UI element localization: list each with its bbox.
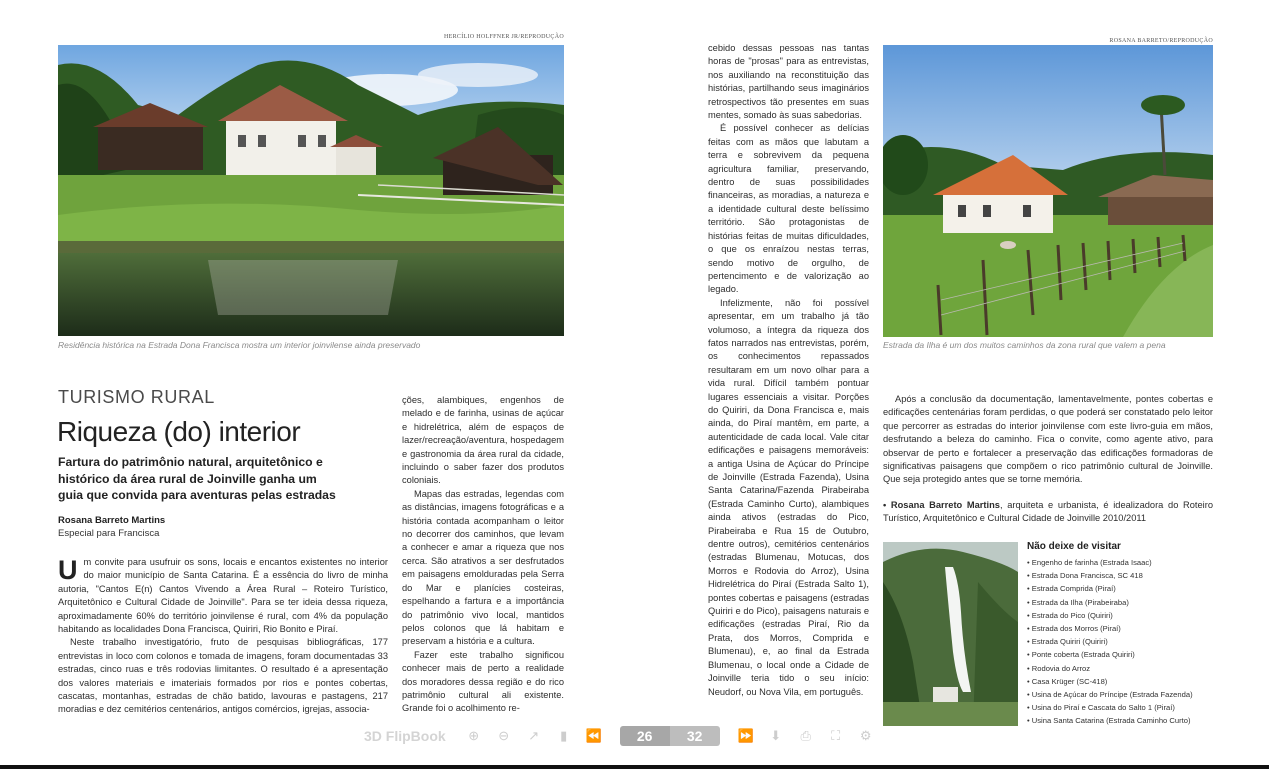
visit-list-item: • Estrada Comprida (Piraí) (1027, 582, 1222, 595)
next-page-icon[interactable]: ⏩ (737, 728, 754, 743)
page-indicator[interactable] (620, 726, 720, 746)
previous-page-icon[interactable]: ⏪ (585, 728, 602, 743)
visit-list-item: • Usina Santa Catarina (Estrada Caminho Curto) (1027, 714, 1222, 727)
bookmark-icon[interactable]: ▮ (560, 728, 568, 743)
visit-list-item: • Estrada da Ilha (Pirabeiraba) (1027, 596, 1222, 609)
total-pages[interactable]: 32 (670, 726, 720, 746)
farmhouse-photo (58, 45, 564, 336)
waterfall-photo (883, 542, 1018, 726)
brand-logo[interactable]: 3D FlipBook (364, 728, 446, 744)
zoom-in-icon[interactable]: ⊕ (468, 728, 480, 743)
fullscreen-icon[interactable]: ⛶ (831, 728, 841, 743)
current-page-left[interactable]: 26 (620, 726, 670, 746)
paragraph: Infelizmente, não foi possível apresentar, em um trabalho já tão volumoso, a íntegra da riqueza dos fatos narrados nas entrevistas, porém, os conhecimentos repassados resultaram em um novo olhar para a vida rural. Difícil também pontuar lugares essenciais a visitar. Porções do Quiriri, da Dona Francisca e, mais ainda, do Piraí mantêm, em parte, a autenticidade de cada local. Vale citar edificações e paisagens memoráveis: a antiga Usina de Açúcar do Príncipe de Joinville (Estrada Fazenda), Usina Santa Catarina/Fazenda Pirabeiraba (Estrada Caminho Curto), alambiques ainda ativos (estradas do Pico, Pirabeiraba e Rua 15 de Outubro, dentre outros), cemitérios centenários (estradas Blumenau, Motucas, dos Morros e Rodovia do Arroz), Usina Hidrelétrica do Piraí (Estrada Salto 1), pontes cobertas e paisagens (estradas Quiriri e do Pico), paisagens naturais e edificações (estradas Piraí, Rio da Prata, dos Morros, Comprida e Blumenau), e, ao final da Estrada Blumenau, o local onde a Cidade de Joinville teria tido o seu início: Neudorf, ou Nova Vila, em português. (708, 297, 869, 697)
flipbook-toolbar (352, 724, 912, 748)
fit-icon[interactable]: ↗ (528, 728, 540, 743)
visit-list-item: • Engenho de farinha (Estrada Isaac) (1027, 556, 1222, 569)
print-icon[interactable]: ⎙ (800, 728, 811, 743)
photo-credit: ROSANA BARRETO/REPRODUÇÃO (1109, 38, 1213, 44)
left-column-2 (402, 394, 564, 734)
rural-road-photo (883, 45, 1213, 337)
paragraph: cebido dessas pessoas nas tantas horas de "prosas" para as entrevistas, nos auxiliando na reconstituição das histórias, partilhando seus imaginários retrospectivos tão presentes em suas mentes, somado às suas sabedorias. (708, 43, 869, 121)
visit-box-title: Não deixe de visitar (1027, 541, 1121, 552)
section-kicker: TURISMO RURAL (58, 387, 215, 407)
download-icon[interactable]: ⬇ (770, 728, 782, 743)
visit-list-item: • Estrada Quiriri (Quiriri) (1027, 635, 1222, 648)
right-column-1 (708, 42, 869, 734)
author-bio (883, 499, 1213, 529)
visit-list-item: • Rodovia do Arroz (1027, 662, 1222, 675)
visit-list-item: • Casa Krüger (SC-418) (1027, 675, 1222, 688)
settings-icon[interactable]: ⚙ (859, 728, 872, 743)
visit-box (1027, 541, 1222, 728)
visit-list-item: • Usina de Açúcar do Príncipe (Estrada Fazenda) (1027, 688, 1222, 701)
photo-caption: Estrada da Ilha é um dos muitos caminhos da zona rural que valem a pena (883, 340, 1166, 350)
visit-list (1027, 556, 1222, 728)
dropcap: U (58, 556, 78, 585)
paragraph: Um convite para usufruir os sons, locais e encantos existentes no interior do maior município de Santa Catarina. É a essência do livro de minha autoria, "Cantos E(n) Cantos Vivendo a Área Rural – Roteiro Turístico, Arquitetônico e Cultural Cidade de Joinville". Para se ter ideia dessa riqueza, aproximadamente 60% do território joinvilense é rural, com 4% da população habitando as localidades Dona Francisca, Quiriri, Rio Bonito e Piraí. (58, 556, 388, 635)
paragraph: É possível conhecer as delícias feitas com as mãos que labutam a terra e sobrevivem da pequena agricultura familiar, preservando, dentro de suas possibilidades financeiras, as moradias, a natureza e a identidade cultural deste belíssimo território. São protagonistas de histórias feitas de muitas dificuldades, o que os enraízou nestas terras, sendo motivo de orgulho, de pertencimento e de valorização ao legado. (708, 123, 869, 295)
author-role: Especial para Francisca (58, 528, 160, 539)
visit-list-item: • Usina do Piraí e Cascata do Salto 1 (Piraí) (1027, 701, 1222, 714)
visit-list-item: • Estrada dos Morros (Piraí) (1027, 622, 1222, 635)
photo-credit: HERCÍLIO HOLFFNER JR/REPRODUÇÃO (444, 34, 564, 40)
paragraph: Fazer este trabalho significou conhecer mais de perto a realidade dos moradores dessa região e do rico patrimônio cultural ali existente. Grande foi o acolhimento re- (402, 649, 564, 714)
visit-list-item: • Estrada Dona Francisca, SC 418 (1027, 569, 1222, 582)
visit-list-item: • Ponte coberta (Estrada Quiriri) (1027, 648, 1222, 661)
zoom-out-icon[interactable]: ⊖ (498, 728, 510, 743)
author-name: Rosana Barreto Martins (58, 515, 166, 526)
right-column-2 (883, 393, 1213, 488)
paragraph: Neste trabalho investigatório, fruto de pesquisas bibliográficas, 177 entrevistas in loco com colonos e tomada de imagens, foram documentadas 33 estradas, cinco ruas e três rodovias limitantes. O resultado é a apresentação dos valores materiais e imateriais formados por rios e pontes cobertas, cascatas, montanhas, estradas de chão batido, lavouras e pastagens, 217 moradias e dez cemitérios centenários, antigos comércios, igrejas, associa- (58, 637, 388, 715)
paragraph: Após a conclusão da documentação, lamentavelmente, pontes cobertas e edificações centenárias foram perdidas, o que poderá ser constatado pelo leitor que percorrer as estradas do interior joinvilense com este livro-guia em mãos, desfrutando a beleza do caminho. Fica o convite, como agente ativo, para observar de perto e fortalecer a preservação das edificações formadoras de significativas paisagens que compõem o rico patrimônio cultural de Joinville. Que seja protegido antes que se torne memória. (883, 394, 1213, 485)
article-title: Riqueza (do) interior (57, 416, 301, 447)
paragraph: ções, alambiques, engenhos de melado e de farinha, usinas de açúcar e hidrelétrica, além de espaços de lazer/recreação/aventura, hospedagem e gastronomia da área rural da cidade, incluindo o saber fazer dos produtos coloniais. (402, 395, 564, 486)
right-page (700, 32, 1225, 744)
left-column-1 (58, 556, 388, 734)
left-page (44, 32, 574, 744)
bottom-bar (0, 765, 1269, 769)
visit-list-item: • Estrada do Pico (Quiriri) (1027, 609, 1222, 622)
paragraph: Mapas das estradas, legendas com as distâncias, imagens fotográficas e a história contada acompanham o leitor no decorrer dos caminhos, que levam a conhecer e amar a riqueza que nos cerca. São atrativos a ser desfrutados em paisagens emolduradas pela Serra do Mar e planícies costeiras, espelhando a fartura e a importância do patrimônio vivo local, mantidos pelos colonos que lá habitam e preservam a história e a cultura. (402, 488, 564, 647)
photo-caption: Residência histórica na Estrada Dona Francisca mostra um interior joinvilense ainda preservado (58, 340, 421, 350)
bio-text: , arquiteta e urbanista, é idealizadora do Roteiro Turístico, Arquitetônico e Cultural Cidade de Joinville 2010/2011 (883, 500, 1213, 524)
bio-name: • Rosana Barreto Martins (883, 500, 1000, 510)
article-lead: Fartura do patrimônio natural, arquitetônico e histórico da área rural de Joinville ganha um guia que convida para aventuras pelas estradas (58, 455, 336, 502)
